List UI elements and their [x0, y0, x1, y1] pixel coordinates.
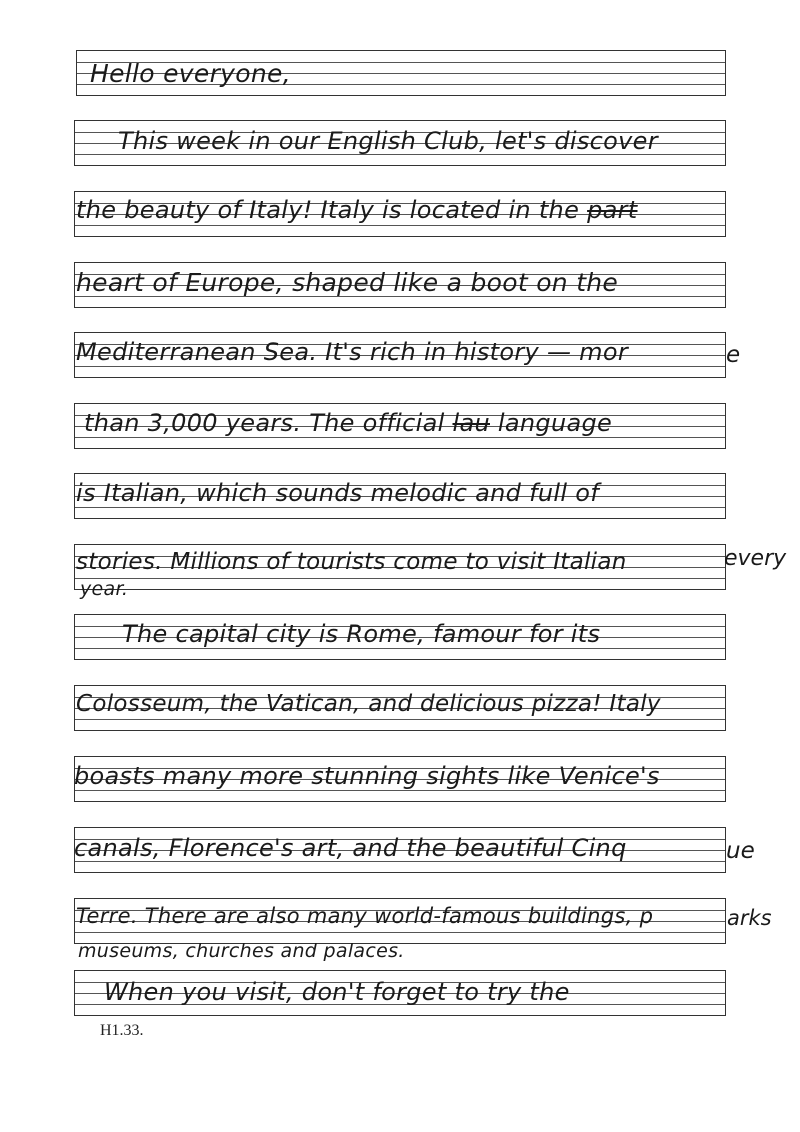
- handwritten-line: boasts many more stunning sights like Venice's: [74, 762, 660, 790]
- struck-word: lau: [452, 409, 490, 437]
- handwritten-line: canals, Florence's art, and the beautiful Cinq: [74, 834, 627, 862]
- handwritten-line: When you visit, don't forget to try the: [104, 978, 570, 1006]
- page-code-label: H1.33.: [100, 1022, 144, 1039]
- handwritten-line: This week in our English Club, let's discover: [118, 127, 658, 155]
- handwritten-line: [76, 198, 638, 222]
- handwritten-line: Terre. There are also many world-famous buildings, p: [76, 904, 654, 928]
- overflow-text: ue: [726, 838, 755, 864]
- handwritten-line-below: museums, churches and palaces.: [78, 940, 405, 962]
- handwritten-line: stories. Millions of tourists come to visit Italian: [76, 549, 627, 575]
- handwritten-line: Mediterranean Sea. It's rich in history — mor: [76, 338, 629, 366]
- handwritten-line: is Italian, which sounds melodic and full of: [76, 479, 599, 507]
- handwritten-line: [84, 411, 612, 435]
- overflow-text: arks: [727, 906, 772, 930]
- overflow-text: every: [724, 546, 787, 571]
- handwritten-line-below: year.: [80, 578, 129, 600]
- handwritten-line: Hello everyone,: [90, 59, 291, 88]
- handwritten-line: Colosseum, the Vatican, and delicious pizza! Italy: [76, 691, 661, 717]
- line-text: than 3,000 years. The official: [84, 409, 453, 437]
- line-text: the beauty of Italy! Italy is located in the: [76, 196, 588, 224]
- struck-word: part: [587, 196, 638, 224]
- overflow-text: e: [726, 342, 741, 368]
- handwritten-line: The capital city is Rome, famour for its: [122, 620, 601, 648]
- line-text: language: [490, 409, 613, 437]
- handwritten-line: heart of Europe, shaped like a boot on the: [76, 268, 619, 297]
